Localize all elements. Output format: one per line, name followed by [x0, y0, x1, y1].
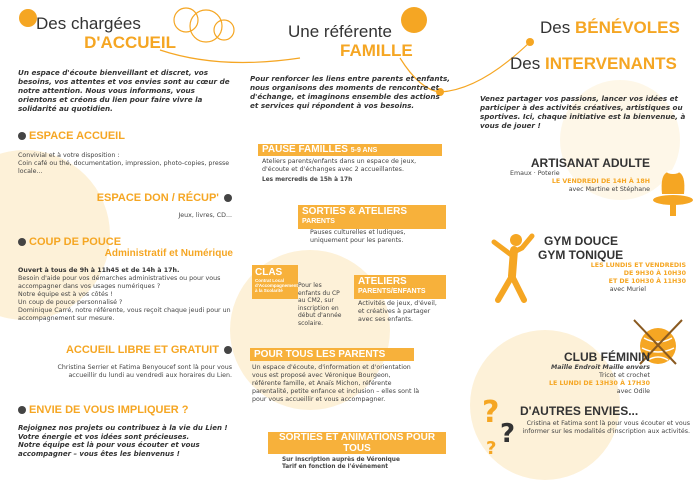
espace-accueil-text2: Coin café ou thé, documentation, impression, photo-copies, presse locale...	[18, 160, 230, 175]
pottery-wheel-icon	[650, 160, 696, 218]
artisanat-when: LE VENDREDI DE 14H À 18H	[551, 178, 650, 185]
bullet-icon	[18, 132, 26, 140]
envie-text1: Rejoignez nos projets ou contribuez à la vie du Lien ! Votre énergie et vos idées sont précieuses.	[18, 424, 228, 441]
coup-de-pouce-hours: Ouvert à tous de 9h à 11h45 et de 14h à 17h.	[18, 267, 180, 274]
accueil-libre-text: Christina Serrier et Fatima Benyoucef sont là pour vous accueillir du lundi au vendredi aux horaires du Lien.	[57, 364, 232, 379]
espace-don-text: Jeux, livres, CD...	[178, 212, 232, 219]
artisanat	[500, 156, 650, 194]
col1-title-line1: Des chargées	[36, 14, 141, 33]
tous-parents-box	[250, 348, 414, 361]
coup-de-pouce-text4: Dominique Carré, notre référente, vous reçoit chaque jeudi pour un accompagnement sur mesure.	[18, 307, 231, 322]
club-title: CLUB FÉMININ	[564, 350, 650, 364]
clas-box	[252, 265, 298, 299]
question-marks-icon	[480, 392, 524, 456]
clas-sub: Contrat Local d'Accompagnement à la Scolarité	[255, 278, 298, 293]
sorties-anim-text1: Sur inscription auprès de Véronique	[282, 457, 400, 463]
pause-familles-box	[258, 144, 442, 156]
club	[510, 350, 650, 396]
col2-title-line1: Une référente	[288, 22, 392, 41]
sorties-title: SORTIES & ATELIERS	[302, 206, 408, 217]
svg-text:?: ?	[486, 438, 497, 456]
col1-intro: Un espace d'écoute bienveillant et discret, vos besoins, vos attentes et vos envies sont au cœur de notre attention. Nous vous informons, vous orientons et créons du lien pour faire vivre la solidarité au quotidien.	[18, 68, 230, 113]
gym-title2: GYM TONIQUE	[538, 248, 624, 262]
sorties-sub: PARENTS	[302, 218, 335, 225]
col2-intro: Pour renforcer les liens entre parents et enfants, nous organisons des moments de rencontre et d'échange, et imaginons ensemble des actions et services qui répondent à vos besoins.	[250, 74, 450, 110]
col2-title-line2: FAMILLE	[340, 41, 413, 60]
artisanat-title: ARTISANAT ADULTE	[530, 156, 650, 170]
espace-accueil-text1: Convivial et à votre disposition :	[18, 152, 120, 159]
gym-who: avec Muriel	[609, 286, 646, 293]
col3-title1a: Des	[540, 18, 571, 37]
gym-figure-icon	[486, 232, 536, 304]
club-when: LE LUNDI DE 13H30 À 17H30	[548, 380, 650, 387]
sorties-anim-box	[268, 432, 446, 454]
envie-text2: Notre équipe est là pour vous écouter et vous accompagner – vous êtes les bienvenus !	[18, 441, 200, 458]
gym	[536, 234, 686, 294]
gym-when1: LES LUNDIS ET VENDREDIS	[590, 262, 686, 269]
col1-title-line2: D'ACCUEIL	[84, 33, 176, 52]
col3-title2b: INTERVENANTS	[544, 54, 677, 73]
pause-age: 5-9 ANS	[350, 147, 378, 154]
col3-title1b: BÉNÉVOLES	[574, 18, 680, 37]
bullet-icon	[18, 406, 26, 414]
pause-text: Ateliers parents/enfants dans un espace de jeux, d'écoute et d'échanges avec 2 accueillantes.	[262, 158, 417, 173]
club-who: avec Odile	[616, 388, 650, 395]
sorties-box	[298, 205, 446, 229]
envies-title: D'AUTRES ENVIES...	[520, 404, 639, 418]
accueil-libre	[30, 344, 232, 380]
pause-when: Les mercredis de 15h à 17h	[262, 177, 353, 183]
clas-title: CLAS	[255, 267, 283, 278]
coup-de-pouce-subtitle: Administratif et Numérique	[104, 248, 233, 259]
ateliers-sub: PARENTS/ENFANTS	[358, 288, 426, 295]
envie	[18, 404, 233, 458]
coup-de-pouce-text3: Un coup de pouce personnalisé ?	[18, 299, 123, 306]
sorties-text: Pauses culturelles et ludiques, uniquement pour les parents.	[310, 229, 406, 244]
coup-de-pouce-text2: Notre équipe est à vos côtés !	[18, 291, 113, 298]
sorties-anim-title: SORTIES ET ANIMATIONS POUR TOUS	[278, 432, 436, 454]
coup-de-pouce	[18, 236, 233, 323]
bullet-icon	[18, 238, 26, 246]
ateliers-text: Activités de jeux, d'éveil, et créatives à partager avec ses enfants.	[358, 300, 437, 323]
bullet-icon	[224, 194, 232, 202]
espace-don	[60, 192, 232, 220]
tous-parents-title: POUR TOUS LES PARENTS	[254, 349, 386, 360]
espace-accueil	[18, 130, 233, 176]
col1-title	[26, 14, 186, 52]
envies-text: Cristina et Fatima sont là pour vous écouter et vous informer sur les modalités d'inscription aux activités.	[522, 420, 690, 435]
sorties-anim-text2: Tarif en fonction de l'événement	[282, 464, 388, 470]
espace-accueil-title: ESPACE ACCUEIL	[29, 130, 125, 142]
espace-don-title: ESPACE DON / RÉCUP'	[96, 192, 219, 204]
col3-title2	[510, 54, 677, 74]
col3-title1	[540, 18, 680, 38]
svg-text:?: ?	[500, 419, 516, 449]
col3-intro: Venez partager vos passions, lancer vos idées et participer à des activités créatives, artistiques ou sportives. Ici, chaque initiative est la bienvenue, à vous de jouer !	[480, 94, 686, 130]
bullet-icon	[224, 346, 232, 354]
accueil-libre-title: ACCUEIL LIBRE ET GRATUIT	[65, 344, 219, 356]
tous-parents-text: Un espace d'écoute, d'information et d'orientation vous est proposé avec Véronique Bourgeon, référente famille, et Anaïs Michon, référente parentalité, petite enfance et inclusion – elles sont là pour vous accueillir et vous accompagner.	[252, 364, 420, 403]
ateliers-box	[354, 275, 446, 299]
coup-de-pouce-text1: Besoin d'aide pour vos démarches administratives ou pour vous accompagner dans vos usages numériques ?	[18, 275, 221, 290]
col3-title2a: Des	[510, 54, 541, 73]
gym-when2: DE 9H30 À 10H30	[623, 270, 686, 277]
artisanat-sub: Emaux · Poterie	[510, 170, 560, 177]
pause-title: PAUSE FAMILLES	[262, 144, 348, 155]
clas-text: Pour les enfants du CP au CM2, sur inscription en début d'année scolaire.	[298, 282, 342, 327]
club-sub: Maille Endroit Maille envers	[551, 364, 650, 371]
envies	[520, 404, 690, 436]
artisanat-who: avec Martine et Stéphane	[568, 186, 650, 193]
coup-de-pouce-title: COUP DE POUCE	[29, 236, 122, 248]
ateliers-title: ATELIERS	[358, 276, 407, 287]
gym-title1: GYM DOUCE	[544, 234, 619, 248]
envie-title: ENVIE DE VOUS IMPLIQUER ?	[29, 404, 189, 416]
club-sub2: Tricot et crochet	[599, 372, 650, 379]
svg-text:?: ?	[482, 395, 500, 430]
gym-when3: ET DE 10H30 À 11H30	[608, 278, 686, 285]
